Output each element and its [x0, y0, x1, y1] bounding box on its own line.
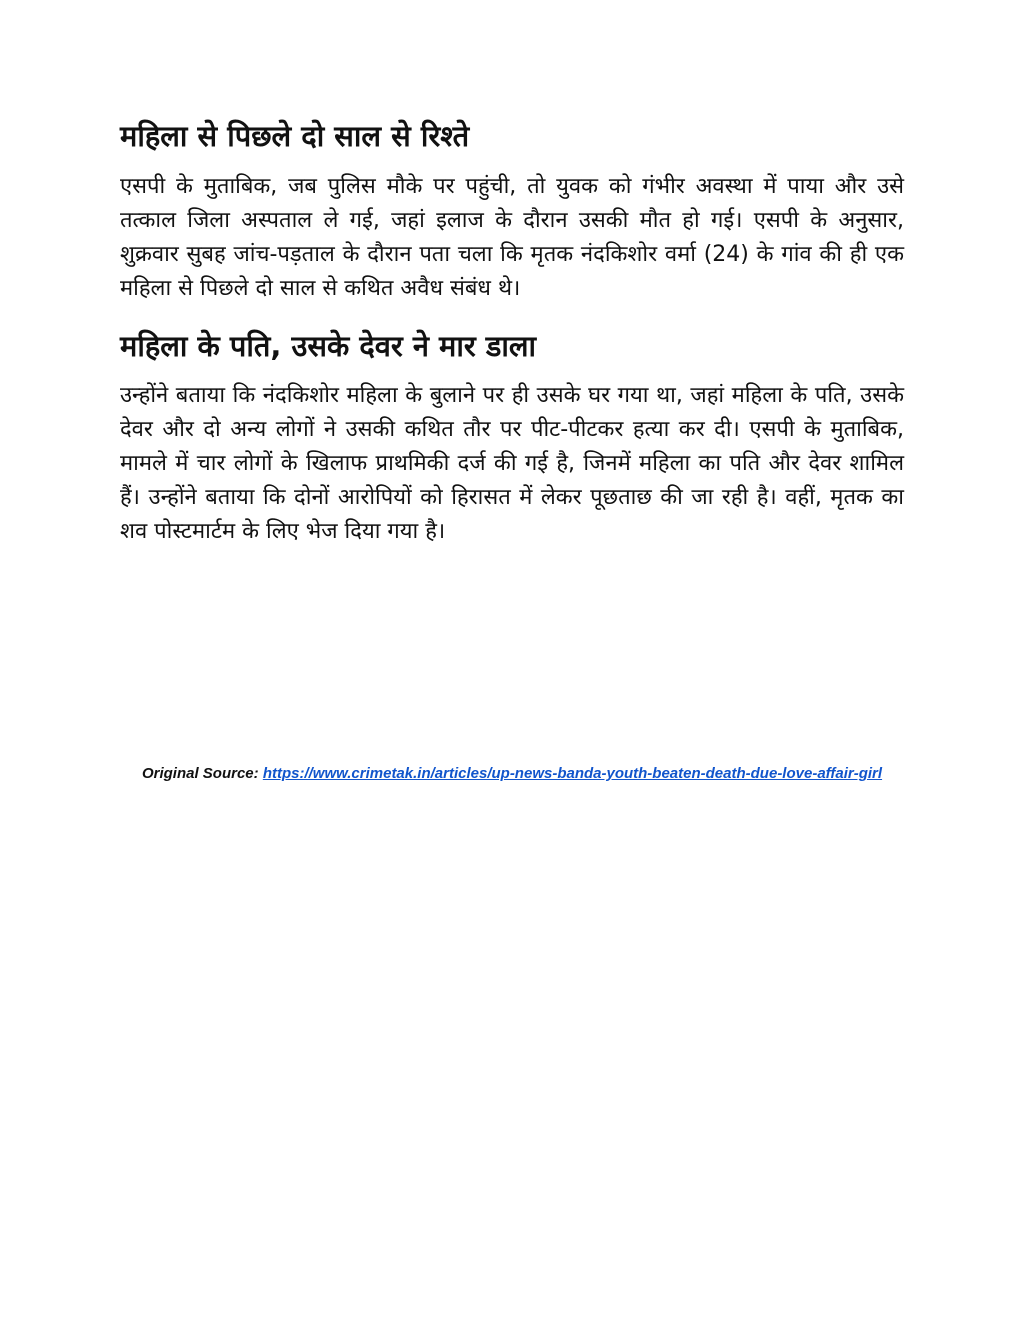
original-source	[120, 762, 904, 786]
document-body	[120, 118, 904, 571]
section-heading-relationship: महिला से पिछले दो साल से रिश्ते	[120, 119, 470, 153]
paragraph-relationship: एसपी के मुताबिक, जब पुलिस मौके पर पहुंची, तो युवक को गंभीर अवस्था में पाया और उसे तत्काल जिला अस्पताल ले गई, जहां इलाज के दौरान उसकी मौत हो गई। एसपी के अनुसार, शुक्रवार सुबह जांच-पड़ताल के दौरान पता चला कि मृतक नंदकिशोर वर्मा (24) के गांव की ही एक महिला से पिछले दो साल से कथित अवैध संबंध थे।	[120, 173, 904, 301]
source-link[interactable]: https://www.crimetak.in/articles/up-news-banda-youth-beaten-death-due-love-affair-girl	[262, 765, 883, 782]
paragraph-killed: उन्होंने बताया कि नंदकिशोर महिला के बुलाने पर ही उसके घर गया था, जहां महिला के पति, उसके देवर और दो अन्य लोगों ने उसकी कथित तौर पर पीट-पीटकर हत्या कर दी। एसपी के मुताबिक, मामले में चार लोगों के खिलाफ प्राथमिकी दर्ज की गई है, जिनमें महिला का पति और देवर शामिल हैं। उन्होंने बताया कि दोनों आरोपियों को हिरासत में लेकर पूछताछ की जा रही है। वहीं, मृतक का शव पोस्टमार्टम के लिए भेज दिया गया है।	[120, 383, 904, 545]
section-heading-killed: महिला के पति, उसके देवर ने मार डाला	[120, 328, 537, 363]
source-label: Original Source:	[141, 765, 259, 782]
